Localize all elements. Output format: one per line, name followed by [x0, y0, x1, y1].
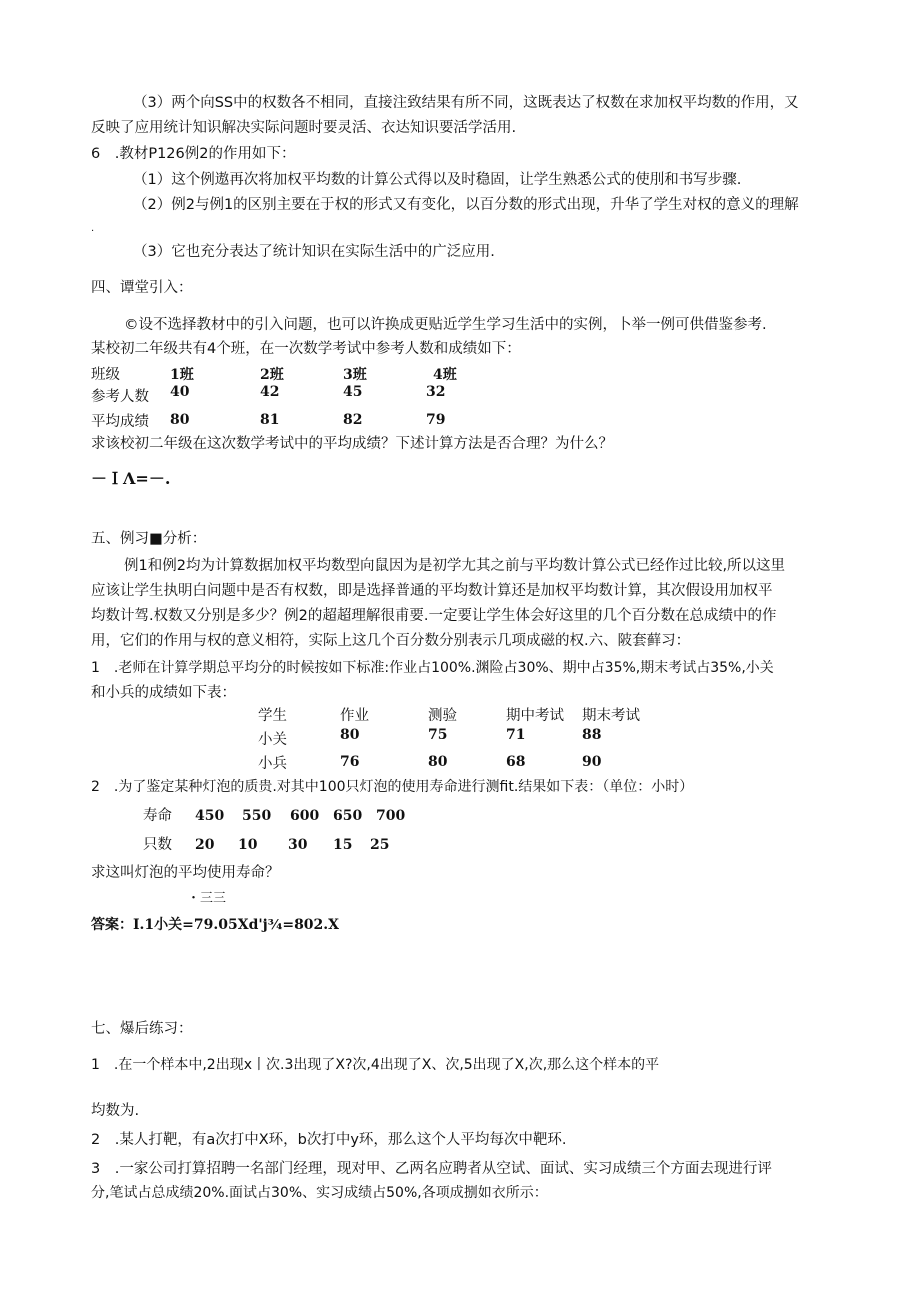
- table-cell: 作业: [340, 708, 369, 724]
- table-cell: 600: [290, 808, 320, 824]
- stray-marks: ・三三: [187, 891, 227, 906]
- table-cell: 期中考试: [506, 708, 564, 724]
- table-cell: 76: [340, 754, 360, 770]
- table-cell: 10: [238, 837, 258, 853]
- paragraph-line: 某校初二年级共有4个班，在一次数学考试中参考人数和成绩如下：: [91, 341, 521, 357]
- table-cell: 3班: [343, 367, 367, 383]
- table-cell: 4班: [433, 367, 457, 383]
- table-cell: 测验: [428, 708, 457, 724]
- paragraph-line: 用，它们的作用与权的意义相符，实际上这几个百分数分别表示几项成磁的权.六、陂套藓习：: [91, 633, 691, 649]
- paragraph-line: 均数计驾.权数又分别是多少？例2的超超理解很甫要.一定要让学生体会好这里的几个百分数在总成绩中的作: [91, 608, 777, 624]
- table-cell: 32: [426, 384, 446, 400]
- table-cell: 550: [242, 808, 272, 824]
- table-cell: 小关: [258, 732, 287, 748]
- table-cell: 寿命: [143, 808, 172, 824]
- table-cell: 30: [288, 837, 308, 853]
- paragraph-line: 应该让学生执明白问题中是否有权数，即是选择普通的平均数计算还是加权平均数计算，其次假设用加权平: [91, 583, 773, 599]
- table-cell: 90: [582, 754, 602, 770]
- table-cell: 700: [376, 808, 406, 824]
- table-cell: 15: [333, 837, 353, 853]
- table-cell: 20: [195, 837, 215, 853]
- exercise-item: 分,笔试占总成绩20%.面试占30%、实习成绩占50%,各项成捌如衣所示：: [91, 1185, 548, 1201]
- table-cell: 1班: [170, 367, 194, 383]
- table-cell: 学生: [258, 708, 287, 724]
- table-cell: 45: [343, 384, 363, 400]
- table-cell: 88: [582, 727, 602, 743]
- paragraph-line: 反映了应用统计知识解决实际问题时要灵活、衣达知识要活学活用.: [91, 120, 517, 136]
- table-cell: 80: [340, 727, 360, 743]
- question: 求这叫灯泡的平均使用寿命？: [91, 865, 280, 881]
- table-cell: 79: [426, 412, 446, 428]
- list-item: （3）它也充分表达了统计知识在实际生活中的广泛应用.: [133, 244, 495, 260]
- table-cell: 650: [333, 808, 363, 824]
- table-cell: 期末考试: [582, 708, 640, 724]
- table-cell: 68: [506, 754, 526, 770]
- table-cell: 75: [428, 727, 448, 743]
- answer: 答案：I.1小关=79.05Xd'j¾=802.X: [91, 917, 340, 933]
- table-cell: 81: [260, 412, 280, 428]
- exercise-item: 2 .为了鉴定某种灯泡的质贵.对其中100只灯泡的使用寿命进行测fit.结果如下表：（单位：小时）: [91, 779, 694, 795]
- formula: －ＩΛ=－.: [91, 469, 171, 488]
- question: 求该校初二年级在这次数学考试中的平均成绩？下述计算方法是否合理？为什么？: [91, 436, 613, 452]
- table-cell: 平均成绩: [91, 414, 149, 430]
- exercise-item: 和小兵的成绩如下表：: [91, 685, 236, 701]
- table-cell: 只数: [143, 837, 172, 853]
- section-title: 四、谭堂引入：: [91, 280, 193, 296]
- table-cell: 小兵: [258, 756, 287, 772]
- stray-mark: .: [91, 223, 95, 234]
- table-cell: 2班: [260, 367, 284, 383]
- exercise-item: 均数为.: [91, 1103, 140, 1119]
- section-title: 五、例习■分析：: [91, 531, 207, 547]
- paragraph-line: ©设不选择教材中的引入问题，也可以许换成更贴近学生学习生活中的实例，卜举一例可供借鉴参考.: [124, 317, 767, 333]
- section-title: 七、爆后练习：: [91, 1021, 193, 1037]
- table-cell: 班级: [91, 367, 120, 383]
- exercise-item: 1 .在一个样本中,2出现x丨次.3出现了X?次,4出现了X、次,5出现了X,次,那么这个样本的平: [91, 1057, 660, 1073]
- paragraph-line: （3）两个向SS中的权数各不相同，直接注致结果有所不同，这既表达了权数在求加权平均数的作用，又: [133, 95, 799, 111]
- table-cell: 25: [370, 837, 390, 853]
- exercise-item: 1 .老师在计算学期总平均分的时候按如下标准:作业占100%.渊险占30%、期中占35%,期末考试占35%,小关: [91, 660, 774, 676]
- table-cell: 82: [343, 412, 363, 428]
- exercise-item: 2 .某人打靶，有a次打中X环，b次打中y环，那么这个人平均每次中靶环.: [91, 1132, 567, 1148]
- table-cell: 450: [195, 808, 225, 824]
- exercise-item: 3 .一家公司打算招聘一名部门经理，现对甲、乙两名应聘者从空试、面试、实习成绩三个方面去现进行评: [91, 1161, 772, 1177]
- table-cell: 40: [170, 384, 190, 400]
- list-item: （1）这个例遨再次将加权平均数的计算公式得以及时稳固，让学生熟悉公式的使刖和书写步骤.: [133, 172, 742, 188]
- paragraph-line: 例1和例2均为计算数据加权平均数型向鼠因为是初学尢其之前与平均数计算公式已经作过比较,所以这里: [124, 558, 786, 574]
- table-cell: 80: [428, 754, 448, 770]
- table-cell: 参考人数: [91, 389, 149, 405]
- table-cell: 80: [170, 412, 190, 428]
- list-item: （2）例2与例1的区别主要在于权的形式又有变化，以百分数的形式出现，升华了学生对权的意义的理解: [133, 197, 799, 213]
- list-item-heading: 6 .教材P126例2的作用如下：: [91, 146, 296, 162]
- table-cell: 71: [506, 727, 526, 743]
- table-cell: 42: [260, 384, 280, 400]
